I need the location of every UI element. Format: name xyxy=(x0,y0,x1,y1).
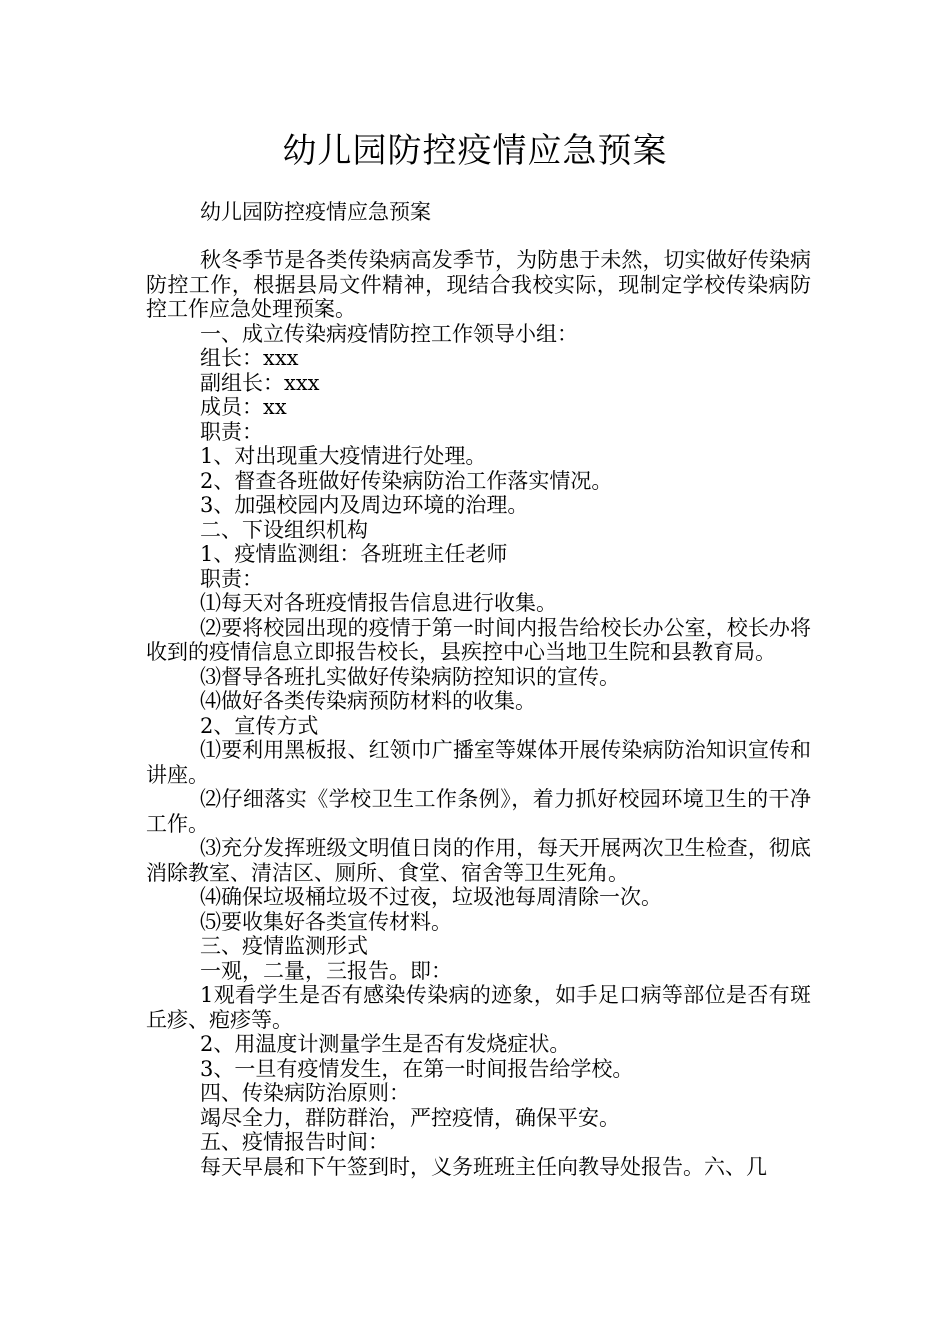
paragraph-intro: 秋冬季节是各类传染病高发季节，为防患于未然，切实做好传染病防控工作，根据县局文件精神，现结合我校实际，现制定学校传染病防控工作应急处理预案。 xyxy=(146,248,811,321)
document-body xyxy=(146,248,811,1179)
paragraph: 1观看学生是否有感染传染病的迹象，如手足口病等部位是否有斑丘疹、疱疹等。 xyxy=(146,983,811,1032)
paragraph: 每天早晨和下午签到时，义务班班主任向教导处报告。六、几 xyxy=(200,1154,767,1179)
document-title: 幼儿园防控疫情应急预案 xyxy=(282,131,668,171)
heading-section-4: 四、传染病防治原则： xyxy=(200,1081,410,1105)
paragraph: 1、疫情监测组：各班班主任老师 xyxy=(200,542,508,566)
paragraph: 一观，二量，三报告。即： xyxy=(200,958,452,983)
heading-section-1: 一、成立传染病疫情防控工作领导小组： xyxy=(200,321,578,346)
paragraph: ⑶充分发挥班级文明值日岗的作用，每天开展两次卫生检查，彻底消除教室、清洁区、厕所、食堂、宿舍等卫生死角。 xyxy=(146,836,811,885)
paragraph: ⑸要收集好各类宣传材料。 xyxy=(200,909,452,934)
paragraph: 2、宣传方式 xyxy=(200,713,319,738)
heading-section-3: 三、疫情监测形式 xyxy=(200,934,368,958)
paragraph: ⑵要将校园出现的疫情于第一时间内报告给校长办公室，校长办将收到的疫情信息立即报告校长，县疾控中心当地卫生院和县教育局。 xyxy=(146,615,811,664)
paragraph: ⑶督导各班扎实做好传染病防控知识的宣传。 xyxy=(200,664,620,689)
paragraph: 1、对出现重大疫情进行处理。 xyxy=(200,444,487,468)
paragraph: ⑴每天对各班疫情报告信息进行收集。 xyxy=(200,591,557,615)
heading-section-2: 二、下设组织机构 xyxy=(200,517,368,542)
paragraph: 3、一旦有疫情发生，在第一时间报告给学校。 xyxy=(200,1056,634,1081)
paragraph: 2、督查各班做好传染病防治工作落实情况。 xyxy=(200,468,613,493)
paragraph: ⑴要利用黑板报、红领巾广播室等媒体开展传染病防治知识宣传和讲座。 xyxy=(146,738,811,787)
document-subtitle: 幼儿园防控疫情应急预案 xyxy=(200,200,431,224)
heading-section-5: 五、疫情报告时间： xyxy=(200,1130,389,1154)
paragraph: 竭尽全力，群防群治，严控疫情，确保平安。 xyxy=(200,1105,620,1130)
paragraph: 成员：xx xyxy=(200,395,287,419)
paragraph: 职责： xyxy=(200,419,263,444)
paragraph: 职责： xyxy=(200,566,263,591)
paragraph: 副组长：xxx xyxy=(200,370,320,395)
paragraph: ⑷确保垃圾桶垃圾不过夜，垃圾池每周清除一次。 xyxy=(200,885,662,909)
paragraph: ⑷做好各类传染病预防材料的收集。 xyxy=(200,689,536,713)
paragraph: ⑵仔细落实《学校卫生工作条例》，着力抓好校园环境卫生的干净工作。 xyxy=(146,787,811,836)
paragraph: 2、用温度计测量学生是否有发烧症状。 xyxy=(200,1032,571,1056)
paragraph: 3、加强校园内及周边环境的治理。 xyxy=(200,493,529,517)
paragraph: 组长：xxx xyxy=(200,346,299,370)
